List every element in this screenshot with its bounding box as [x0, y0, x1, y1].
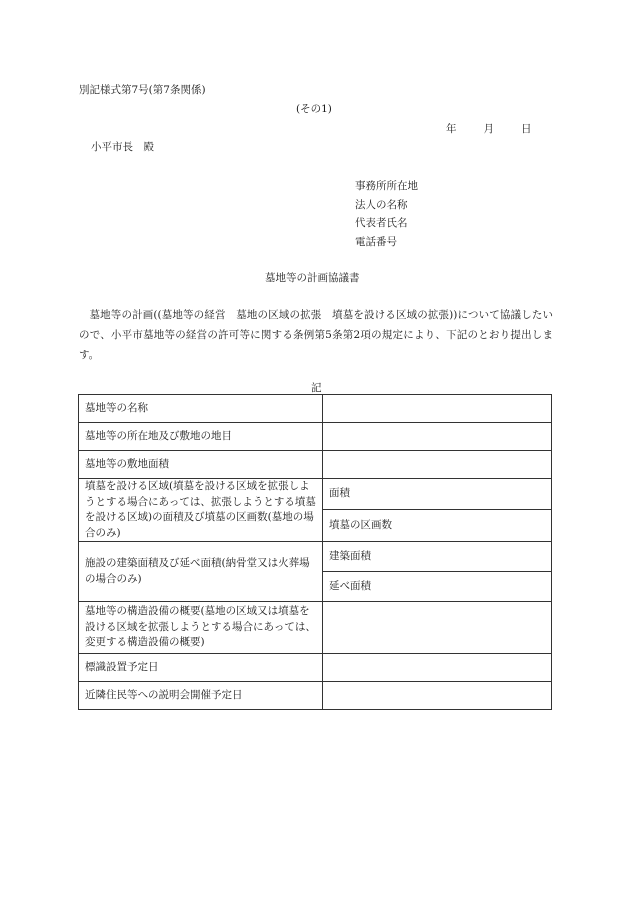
- table-row: [79, 654, 552, 682]
- table-row: [79, 423, 552, 451]
- value-cell-sign-date[interactable]: [323, 654, 552, 682]
- row-label-meeting-date: 近隣住民等への説明会開催予定日: [79, 682, 323, 710]
- row-label-building-area: 施設の建築面積及び延べ面積(納骨堂又は火葬場の場合のみ): [79, 542, 323, 602]
- sub-label-plot-count[interactable]: 墳墓の区画数: [323, 509, 552, 541]
- sheet-number: (その1): [296, 103, 332, 115]
- ki-heading: 記: [311, 382, 322, 394]
- year-label: 年: [446, 123, 457, 135]
- office-address-label: 事務所所在地: [355, 180, 418, 192]
- document-title: 墓地等の計画協議書: [265, 272, 360, 284]
- sub-label-floor-area[interactable]: 延べ面積: [323, 572, 552, 602]
- phone-label: 電話番号: [355, 235, 397, 248]
- sub-label-building-area[interactable]: 建築面積: [323, 542, 552, 572]
- table-row: [79, 451, 552, 479]
- form-number-label: 別記様式第7号(第7条関係): [79, 84, 206, 96]
- table-row: [79, 602, 552, 654]
- representative-name-label: 代表者氏名: [355, 217, 408, 229]
- table-row: [79, 542, 552, 572]
- value-cell-site-area[interactable]: [323, 451, 552, 479]
- row-label-name: 墓地等の名称: [79, 395, 323, 423]
- row-label-facilities: 墓地等の構造設備の概要(墓地の区域又は墳墓を設ける区域を拡張しようとする場合にあっては、変更する構造設備の概要): [79, 602, 323, 654]
- value-cell-facilities[interactable]: [323, 602, 552, 654]
- body-paragraph: [79, 305, 553, 365]
- corp-name-label: 法人の名称: [355, 198, 408, 211]
- row-label-location: 墓地等の所在地及び敷地の地目: [79, 423, 323, 451]
- table-row: [79, 479, 552, 510]
- month-label: 月: [483, 123, 494, 135]
- table-row: [79, 395, 552, 423]
- date-line: [446, 121, 532, 136]
- row-label-site-area: 墓地等の敷地面積: [79, 451, 323, 479]
- value-cell-name[interactable]: [323, 395, 552, 423]
- body-text: 墓地等の計画((墓地等の経営 墓地の区域の拡張 墳墓を設ける区域の拡張))について協議したいので、小平市墓地等の経営の許可等に関する条例第5条第2項の規定により、下記のとおり提出します。: [79, 309, 553, 361]
- day-label: 日: [521, 123, 532, 135]
- row-label-grave-zone: 墳墓を設ける区域(墳墓を設ける区域を拡張しようとする場合にあっては、拡張しようとする墳墓を設ける区域)の面積及び墳墓の区画数(墓地の場合のみ): [79, 479, 323, 542]
- sub-label-area[interactable]: 面積: [323, 479, 552, 510]
- applicant-block: [355, 177, 418, 251]
- value-cell-location[interactable]: [323, 423, 552, 451]
- table-row: [79, 682, 552, 710]
- addressee: 小平市長 殿: [91, 141, 154, 153]
- row-label-sign-date: 標識設置予定日: [79, 654, 323, 682]
- details-table: [78, 394, 552, 710]
- value-cell-meeting-date[interactable]: [323, 682, 552, 710]
